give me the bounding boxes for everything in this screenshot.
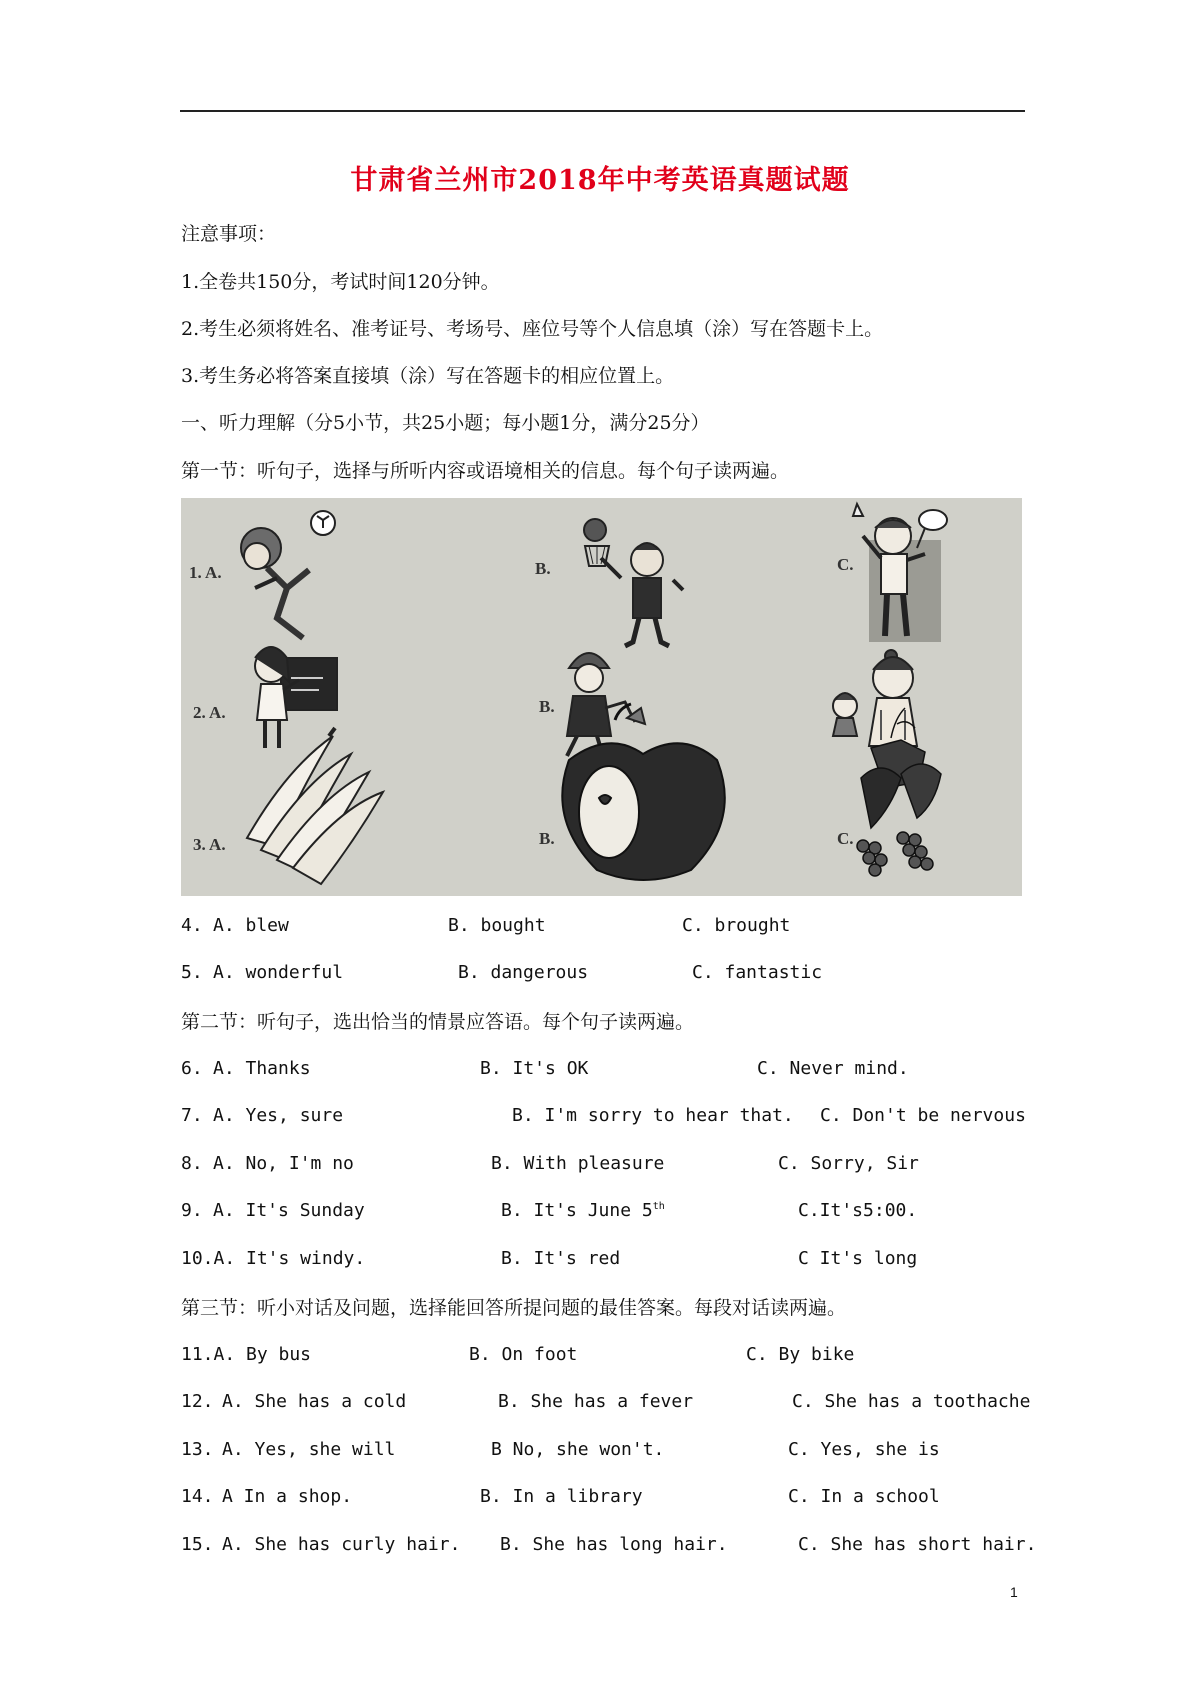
q8-option-a: A. No, I'm no — [213, 1153, 354, 1174]
q4-option-c: C. brought — [682, 915, 791, 936]
q12-option-c: C. She has a toothache — [792, 1391, 1031, 1412]
q10-number: 10.A. — [181, 1248, 236, 1269]
q2-option-b-label: B. — [539, 697, 555, 716]
q9-option-c: C.It's5:00. — [798, 1200, 918, 1221]
q15-option-c: C. She has short hair. — [798, 1534, 1037, 1555]
q11-option-c: C. By bike — [746, 1344, 855, 1365]
q15-option-b: B. She has long hair. — [500, 1534, 728, 1555]
q9-option-a: A. It's Sunday — [213, 1200, 365, 1221]
q3-option-a-label: 3. A. — [193, 835, 226, 854]
page-number: 1 — [1010, 1584, 1018, 1600]
q7-number: 7. — [181, 1105, 203, 1126]
q6-option-a: A. Thanks — [213, 1058, 311, 1079]
note-3: 3.考生务必将答案直接填（涂）写在答题卡的相应位置上。 — [181, 365, 675, 387]
q3-option-c-label: C. — [837, 829, 854, 848]
q7-option-b: B. I'm sorry to hear that. — [512, 1105, 794, 1126]
q15-option-a: A. She has curly hair. — [222, 1534, 461, 1555]
q11-option-b: B. On foot — [469, 1344, 578, 1365]
q14-option-a: A In a shop. — [222, 1486, 353, 1507]
q6-option-c: C. Never mind. — [757, 1058, 909, 1079]
top-rule — [180, 110, 1025, 112]
q13-number: 13. — [181, 1439, 214, 1460]
q1-option-b-label: B. — [535, 559, 551, 578]
q5-option-b: B. dangerous — [458, 962, 589, 983]
note-1: 1.全卷共150分，考试时间120分钟。 — [181, 271, 500, 293]
q5-option-c: C. fantastic — [692, 962, 823, 983]
q11-option-a: By bus — [246, 1344, 312, 1365]
q7-option-c: C. Don't be nervous — [820, 1105, 1026, 1126]
section2-heading: 第二节：听句子，选出恰当的情景应答语。每个句子读两遍。 — [181, 1011, 695, 1033]
q2-option-a-label: 2. A. — [193, 703, 226, 722]
q8-option-c: C. Sorry, Sir — [778, 1153, 919, 1174]
q13-option-b: B No, she won't. — [491, 1439, 665, 1460]
page-title: 甘肃省兰州市2018年中考英语真题试题 — [350, 165, 850, 196]
q13-option-c: C. Yes, she is — [788, 1439, 940, 1460]
q14-number: 14. — [181, 1486, 214, 1507]
q6-option-b: B. It's OK — [480, 1058, 589, 1079]
q7-option-a: A. Yes, sure — [213, 1105, 344, 1126]
q9-number: 9. — [181, 1200, 203, 1221]
q12-number: 12. — [181, 1391, 214, 1412]
section3-heading: 第三节：听小对话及问题，选择能回答所提问题的最佳答案。每段对话读两遍。 — [181, 1297, 847, 1319]
q8-number: 8. — [181, 1153, 203, 1174]
q4-number: 4. — [181, 915, 203, 936]
listening-pictures — [181, 498, 1022, 896]
q12-option-b: B. She has a fever — [498, 1391, 694, 1412]
q10-option-a: It's windy. — [246, 1248, 366, 1269]
q3-option-b-label: B. — [539, 829, 555, 848]
q14-option-b: B. In a library — [480, 1486, 643, 1507]
q6-number: 6. — [181, 1058, 203, 1079]
notes-heading: 注意事项： — [181, 223, 277, 245]
q1-option-c-label: C. — [837, 555, 854, 574]
q5-option-a: A. wonderful — [213, 962, 344, 983]
q1-option-a-label: 1. A. — [189, 563, 222, 582]
q10-option-b: B. It's red — [501, 1248, 621, 1269]
q5-number: 5. — [181, 962, 203, 983]
q9-option-b: B. It's June 5th — [501, 1200, 665, 1221]
q12-option-a: A. She has a cold — [222, 1391, 407, 1412]
q15-number: 15. — [181, 1534, 214, 1555]
q4-option-b: B. bought — [448, 915, 546, 936]
q10-option-c: C It's long — [798, 1248, 918, 1269]
q11-number: 11.A. — [181, 1344, 236, 1365]
note-2: 2.考生必须将姓名、准考证号、考场号、座位号等个人信息填（涂）写在答题卡上。 — [181, 318, 884, 340]
section1-heading: 第一节：听句子，选择与所听内容或语境相关的信息。每个句子读两遍。 — [181, 460, 790, 482]
part1-heading: 一、听力理解（分5小节，共25小题；每小题1分，满分25分） — [181, 412, 710, 434]
q14-option-c: C. In a school — [788, 1486, 940, 1507]
q13-option-a: A. Yes, she will — [222, 1439, 396, 1460]
q8-option-b: B. With pleasure — [491, 1153, 665, 1174]
q4-option-a: A. blew — [213, 915, 289, 936]
